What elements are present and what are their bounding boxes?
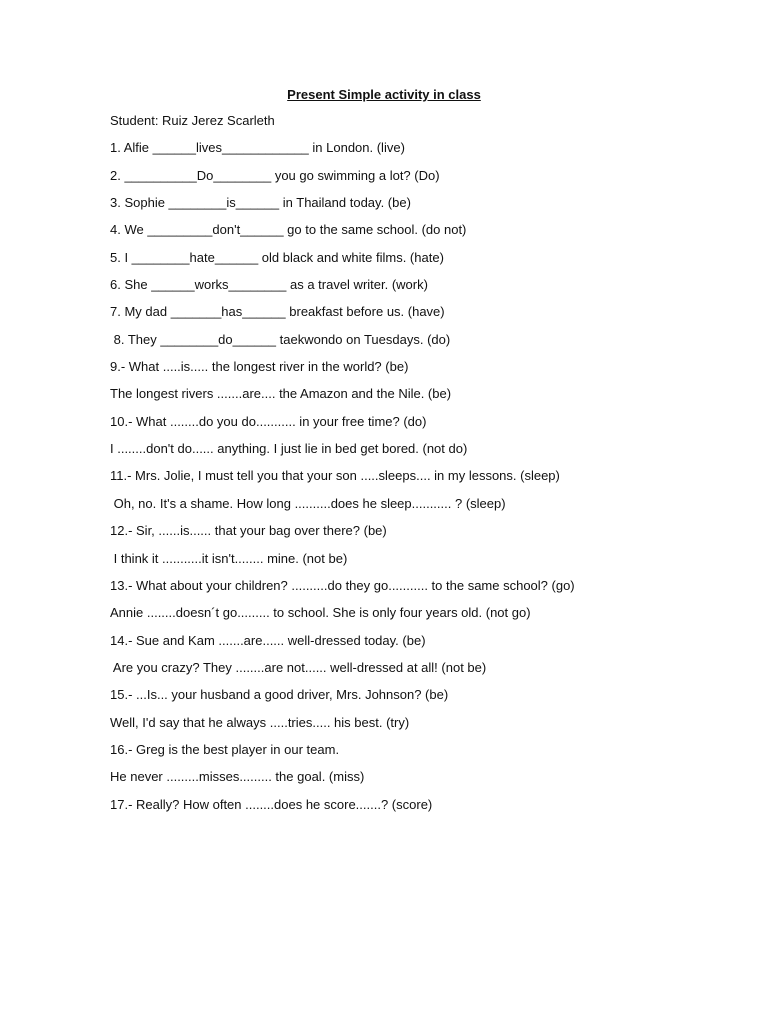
exercise-line: 11.- Mrs. Jolie, I must tell you that your son .....sleeps.... in my lessons. (sleep) xyxy=(110,468,560,484)
exercise-line: Oh, no. It's a shame. How long ..........does he sleep........... ? (sleep) xyxy=(110,495,506,511)
exercise-line: Are you crazy? They ........are not...... well-dressed at all! (not be) xyxy=(110,659,487,675)
exercise-line: 15.- ...Is... your husband a good driver, Mrs. Johnson? (be) xyxy=(110,687,449,703)
exercise-line: Annie ........doesn´t go......... to school. She is only four years old. (not go) xyxy=(110,605,531,621)
exercise-line: I ........don't do...... anything. I just lie in bed get bored. (not do) xyxy=(110,441,468,457)
exercise-line: 5. I ________hate______ old black and white films. (hate) xyxy=(110,249,444,265)
exercise-line: 12.- Sir, ......is...... that your bag over there? (be) xyxy=(110,523,387,539)
exercise-line: He never .........misses......... the goal. (miss) xyxy=(110,769,365,785)
exercise-line: 2. __________Do________ you go swimming a lot? (Do) xyxy=(110,167,440,183)
exercise-line: 8. They ________do______ taekwondo on Tuesdays. (do) xyxy=(110,331,451,347)
exercise-line: 7. My dad _______has______ breakfast before us. (have) xyxy=(110,304,445,320)
exercise-line: The longest rivers .......are.... the Amazon and the Nile. (be) xyxy=(110,386,452,402)
exercise-line: 13.- What about your children? ..........do they go........... to the same school? (go) xyxy=(110,577,575,593)
student-name-line: Student: Ruiz Jerez Scarleth xyxy=(110,113,275,128)
exercise-line: 14.- Sue and Kam .......are...... well-dressed today. (be) xyxy=(110,632,426,648)
exercise-line: 16.- Greg is the best player in our team. xyxy=(110,741,340,757)
exercise-line: 10.- What ........do you do........... in your free time? (do) xyxy=(110,413,427,429)
exercise-line: 4. We _________don't______ go to the same school. (do not) xyxy=(110,222,467,238)
page-title: Present Simple activity in class xyxy=(287,87,481,102)
exercise-line: 9.- What .....is..... the longest river in the world? (be) xyxy=(110,359,409,375)
exercise-line: Well, I'd say that he always .....tries..... his best. (try) xyxy=(110,714,410,730)
exercise-list xyxy=(110,112,750,823)
exercise-line: 3. Sophie ________is______ in Thailand today. (be) xyxy=(110,195,411,211)
exercise-line: I think it ...........it isn't........ mine. (not be) xyxy=(110,550,348,566)
exercise-line: 1. Alfie ______lives____________ in London. (live) xyxy=(110,140,405,156)
exercise-line: 17.- Really? How often ........does he score.......? (score) xyxy=(110,796,433,812)
exercise-line: 6. She ______works________ as a travel writer. (work) xyxy=(110,277,428,293)
